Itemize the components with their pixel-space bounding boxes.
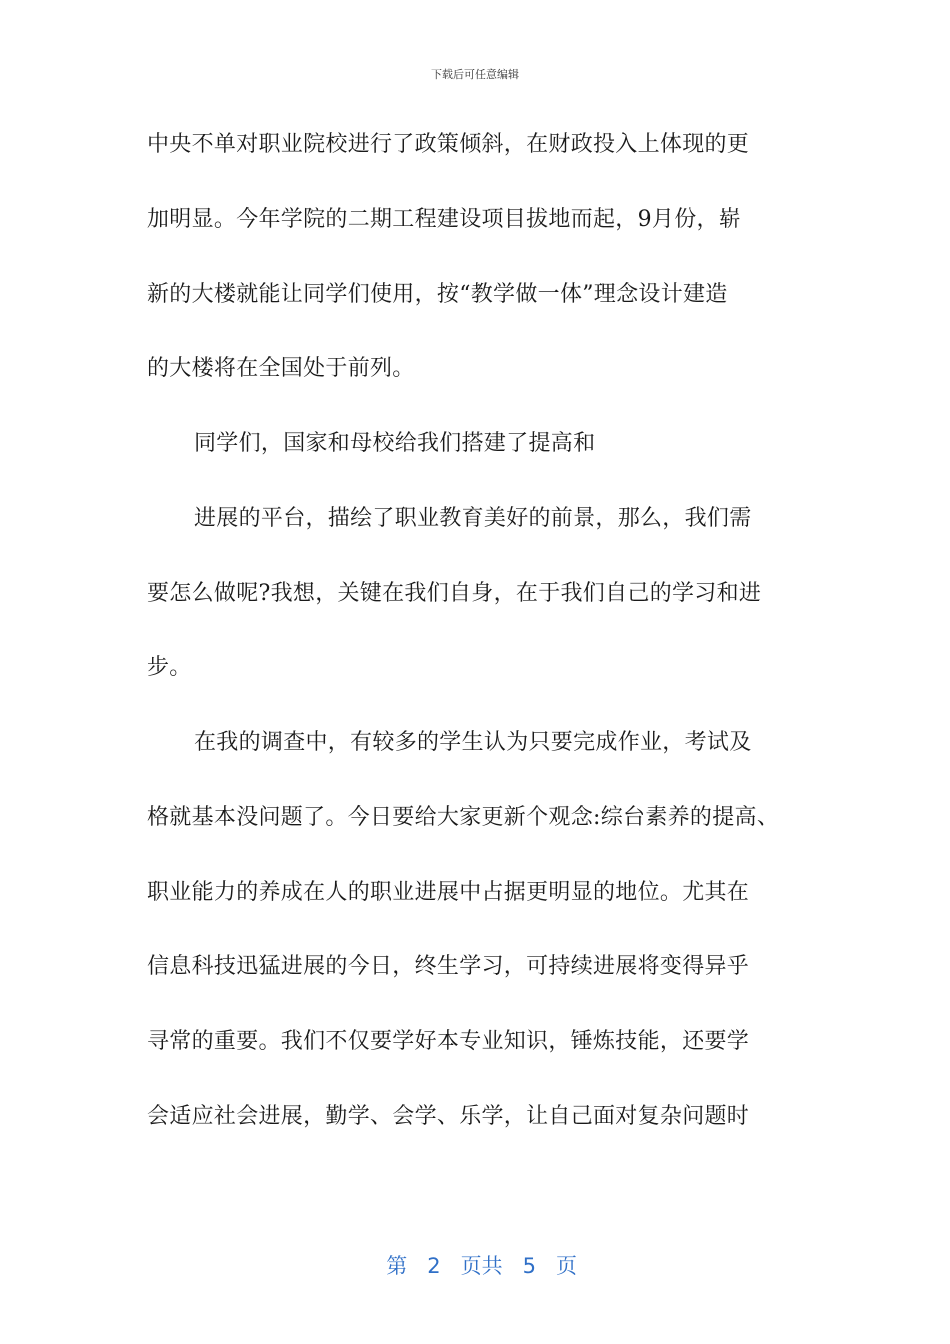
text-line: 在我的调查中，有较多的学生认为只要完成作业，考试及: [194, 730, 752, 755]
text-line: 进展的平台，描绘了职业教育美好的前景，那么，我们需: [194, 506, 752, 531]
text-line: 要怎么做呢?我想，关键在我们自身，在于我们自己的学习和进: [147, 581, 762, 606]
text-line: 同学们，国家和母校给我们搭建了提高和: [194, 431, 596, 456]
text-line: 的大楼将在全国处于前列。: [147, 356, 415, 381]
text-line: 会适应社会进展，勤学、会学、乐学，让自己面对复杂问题时: [147, 1104, 750, 1129]
text-line: 步。: [147, 655, 192, 680]
current-page-number: 2: [427, 1254, 441, 1278]
text-line: 职业能力的养成在人的职业进展中占据更明显的地位。尤其在: [147, 880, 750, 905]
page-number-footer: [0, 1226, 950, 1280]
text-line: 新的大楼就能让同学们使用，按“教学做一体”理念设计建造: [147, 282, 728, 307]
page-header: 下载后可任意编辑: [431, 68, 519, 81]
footer-prefix: 第: [386, 1254, 408, 1278]
text-line: 加明显。今年学院的二期工程建设项目拔地而起，9月份，崭: [147, 207, 742, 232]
text-line: 中央不单对职业院校进行了政策倾斜，在财政投入上体现的更: [147, 132, 750, 157]
total-pages-number: 5: [522, 1254, 537, 1278]
footer-middle: 页共: [460, 1254, 503, 1278]
text-line: 信息科技迅猛进展的今日，终生学习，可持续进展将变得异乎: [147, 954, 750, 979]
text-line: 格就基本没问题了。今日要给大家更新个观念:综台素养的提高、: [147, 805, 780, 830]
footer-suffix: 页: [556, 1254, 578, 1278]
text-line: 寻常的重要。我们不仅要学好本专业知识，锤炼技能，还要学: [147, 1029, 750, 1054]
